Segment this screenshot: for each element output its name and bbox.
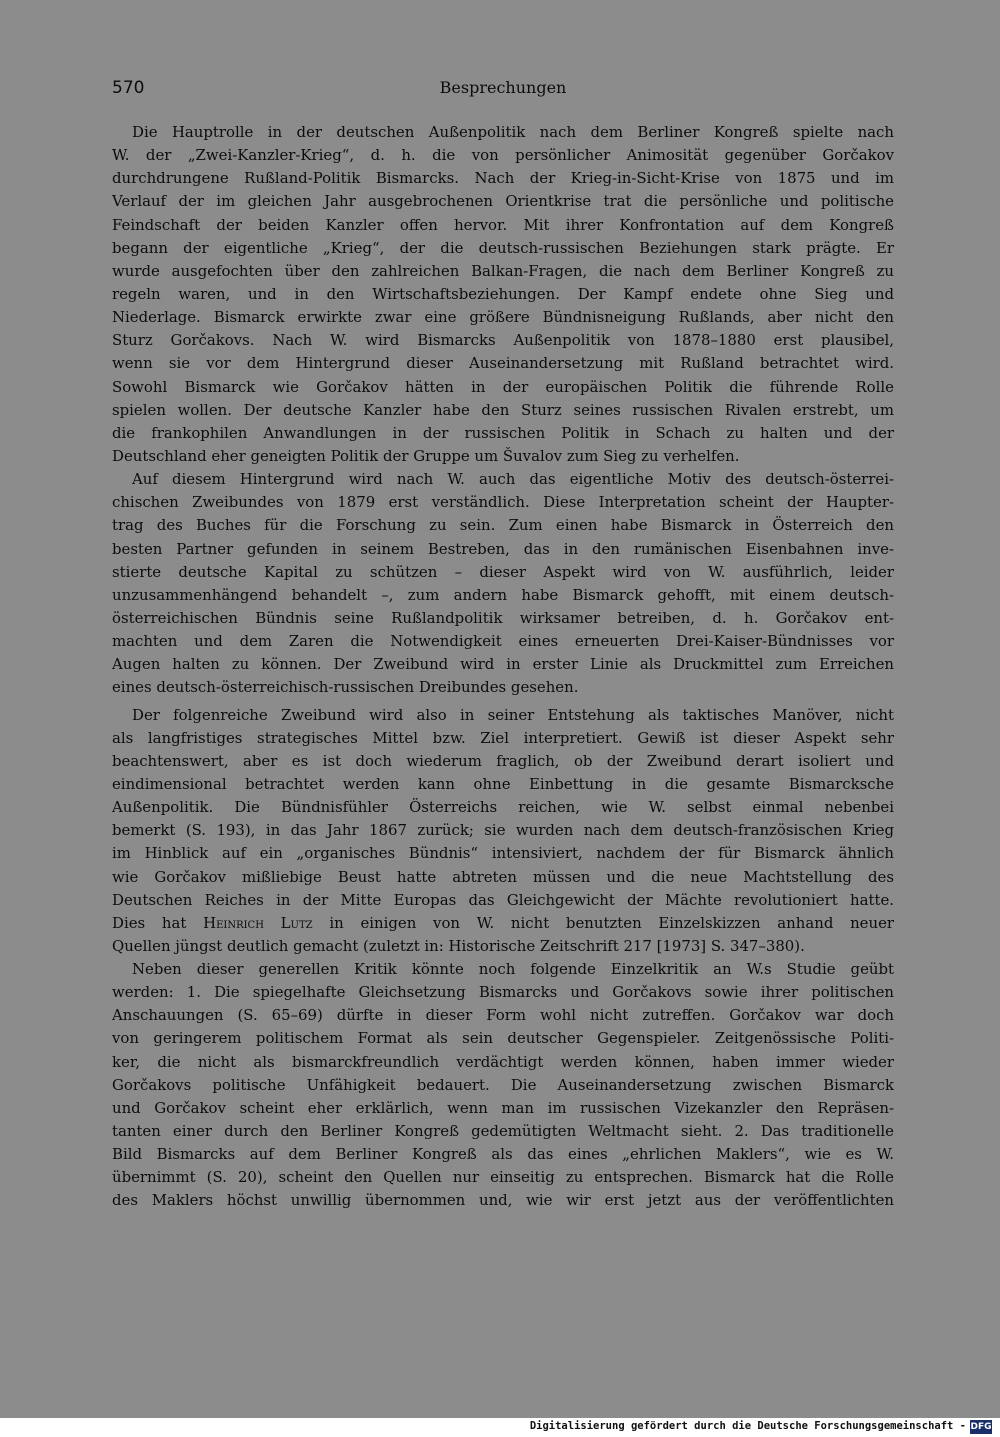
text-line: eindimensional betrachtet werden kann ohne Einbettung in die gesamte Bismarcksche [112, 774, 894, 793]
paragraph [112, 468, 894, 699]
text-line: eines deutsch-österreichisch-russischen Dreibundes gesehen. [112, 678, 579, 697]
text-line: regeln waren, und in den Wirtschaftsbeziehungen. Der Kampf endete ohne Sieg und [112, 284, 894, 303]
text-line: übernimmt (S. 20), scheint den Quellen nur einseitig zu entsprechen. Bismarck hat die Rolle [112, 1168, 894, 1187]
text-line: chischen Zweibundes von 1879 erst verständlich. Diese Interpretation scheint der Haupter- [112, 493, 894, 512]
text-line: Sowohl Bismarck wie Gorčakov hätten in der europäischen Politik die führende Rolle [112, 377, 894, 396]
text-line: Gorčakovs politische Unfähigkeit bedauert. Die Auseinandersetzung zwischen Bismarck [112, 1075, 894, 1094]
digitization-footer [0, 1418, 1000, 1437]
text-line: Die Hauptrolle in der deutschen Außenpolitik nach dem Berliner Kongreß spielte nach [132, 123, 894, 141]
paragraph [112, 704, 894, 959]
text-line: wurde ausgefochten über den zahlreichen Balkan-Fragen, die nach dem Berliner Kongreß zu [112, 261, 894, 280]
text-line: unzusammenhängend behandelt –, zum andern habe Bismarck gehofft, mit einem deutsch- [112, 585, 894, 604]
text-line: tanten einer durch den Berliner Kongreß gedemütigten Weltmacht sieht. 2. Das traditionelle [112, 1122, 894, 1141]
text-line: ker, die nicht als bismarckfreundlich verdächtigt werden können, haben immer wieder [112, 1052, 894, 1071]
text-line: werden: 1. Die spiegelhafte Gleichsetzung Bismarcks und Gorčakovs sowie ihrer politischen [112, 983, 894, 1002]
text-line: Sturz Gorčakovs. Nach W. wird Bismarcks Außenpolitik von 1878–1880 erst plausibel, [112, 331, 894, 350]
text-line: wie Gorčakov mißliebige Beust hatte abtreten müssen und die neue Machtstellung des [112, 867, 894, 886]
text-line: bemerkt (S. 193), in das Jahr 1867 zurück; sie wurden nach dem deutsch-französischen Krieg [112, 821, 894, 840]
text-line: von geringerem politischem Format als sein deutscher Gegenspieler. Zeitgenössische Politi- [112, 1029, 894, 1048]
text-line: Bild Bismarcks auf dem Berliner Kongreß als das eines „ehrlichen Maklers“, wie es W. [112, 1145, 894, 1164]
text-line: begann der eigentliche „Krieg“, der die deutsch-russischen Beziehungen stark prägte. Er [112, 238, 894, 257]
section-title: Besprechungen [439, 78, 567, 97]
text-line: Auf diesem Hintergrund wird nach W. auch das eigentliche Motiv des deutsch-österrei- [132, 470, 894, 489]
text-line: wenn sie vor dem Hintergrund dieser Auseinandersetzung mit Rußland betrachtet wird. [112, 354, 894, 373]
text-line: Der folgenreiche Zweibund wird also in seiner Entstehung als taktisches Manöver, nicht [132, 705, 894, 724]
paragraph [112, 121, 894, 468]
running-head [112, 78, 894, 102]
text-line: trag des Buches für die Forschung zu sein. Zum einen habe Bismarck in Österreich den [112, 516, 894, 535]
funding-note: Digitalisierung gefördert durch die Deutsche Forschungsgemeinschaft - [529, 1420, 966, 1432]
text-line-with-author [112, 912, 894, 935]
text-line: Quellen jüngst deutlich gemacht (zuletzt in: Historische Zeitschrift 217 [1973] S. 347–380). [112, 936, 805, 955]
dfg-logo-icon: DFG [970, 1422, 992, 1432]
text-line: besten Partner gefunden in seinem Bestreben, das in den rumänischen Eisenbahnen inve- [112, 539, 894, 558]
text-line: des Maklers höchst unwillig übernommen und, wie wir erst jetzt aus der veröffentlichten [112, 1191, 894, 1210]
review-body [112, 121, 894, 1213]
text-line: Neben dieser generellen Kritik könnte noch folgende Einzelkritik an W.s Studie geübt [132, 960, 894, 979]
text-line: Außenpolitik. Die Bündnisfühler Österreichs reichen, wie W. selbst einmal nebenbei [112, 798, 894, 817]
text-line: Verlauf der im gleichen Jahr ausgebrochenen Orientkrise trat die persönliche und politische [112, 192, 894, 211]
text-line: Augen halten zu können. Der Zweibund wird in erster Linie als Druckmittel zum Erreichen [112, 655, 894, 674]
cited-author: Heinrich Lutz [203, 913, 313, 932]
text-line: im Hinblick auf ein „organisches Bündnis“ intensiviert, nachdem der für Bismarck ähnlich [112, 844, 894, 863]
text-line: Anschauungen (S. 65–69) dürfte in dieser Form wohl nicht zutreffen. Gorčakov war doch [112, 1006, 894, 1025]
text-line: als langfristiges strategisches Mittel bzw. Ziel interpretiert. Gewiß ist dieser Aspekt sehr [112, 728, 894, 747]
line-prefix: Dies hat [112, 913, 187, 932]
text-line: Feindschaft der beiden Kanzler offen hervor. Mit ihrer Konfrontation auf dem Kongreß [112, 215, 894, 234]
text-line: die frankophilen Anwandlungen in der russischen Politik in Schach zu halten und der [112, 423, 894, 442]
page-number: 570 [112, 78, 145, 98]
text-line: Niederlage. Bismarck erwirkte zwar eine größere Bündnisneigung Rußlands, aber nicht den [112, 308, 894, 327]
text-line: spielen wollen. Der deutsche Kanzler habe den Sturz seines russischen Rivalen erstrebt, um [112, 400, 894, 419]
text-line: österreichischen Bündnis seine Rußlandpolitik wirksamer betreiben, d. h. Gorčakov ent- [112, 608, 894, 627]
text-line: machten und dem Zaren die Notwendigkeit eines erneuerten Drei-Kaiser-Bündnisses vor [112, 632, 894, 651]
text-line: durchdrungene Rußland-Politik Bismarcks. Nach der Krieg-in-Sicht-Krise von 1875 und im [112, 169, 894, 188]
text-line: Deutschen Reiches in der Mitte Europas das Gleichgewicht der Mächte revolutioniert hatte. [112, 890, 894, 909]
text-line: Deutschland eher geneigten Politik der Gruppe um Šuvalov zum Sieg zu verhelfen. [112, 446, 740, 465]
text-line: stierte deutsche Kapital zu schützen – dieser Aspekt wird von W. ausführlich, leider [112, 562, 894, 581]
text-line: beachtenswert, aber es ist doch wiederum fraglich, ob der Zweibund derart isoliert und [112, 751, 894, 770]
text-line: W. der „Zwei-Kanzler-Krieg“, d. h. die von persönlicher Animosität gegenüber Gorčakov [112, 146, 894, 165]
line-suffix: in einigen von W. nicht benutzten Einzelskizzen anhand neuer [329, 913, 894, 932]
text-line: und Gorčakov scheint eher erklärlich, wenn man im russischen Vizekanzler den Repräsen- [112, 1098, 894, 1117]
paragraph [112, 958, 894, 1213]
